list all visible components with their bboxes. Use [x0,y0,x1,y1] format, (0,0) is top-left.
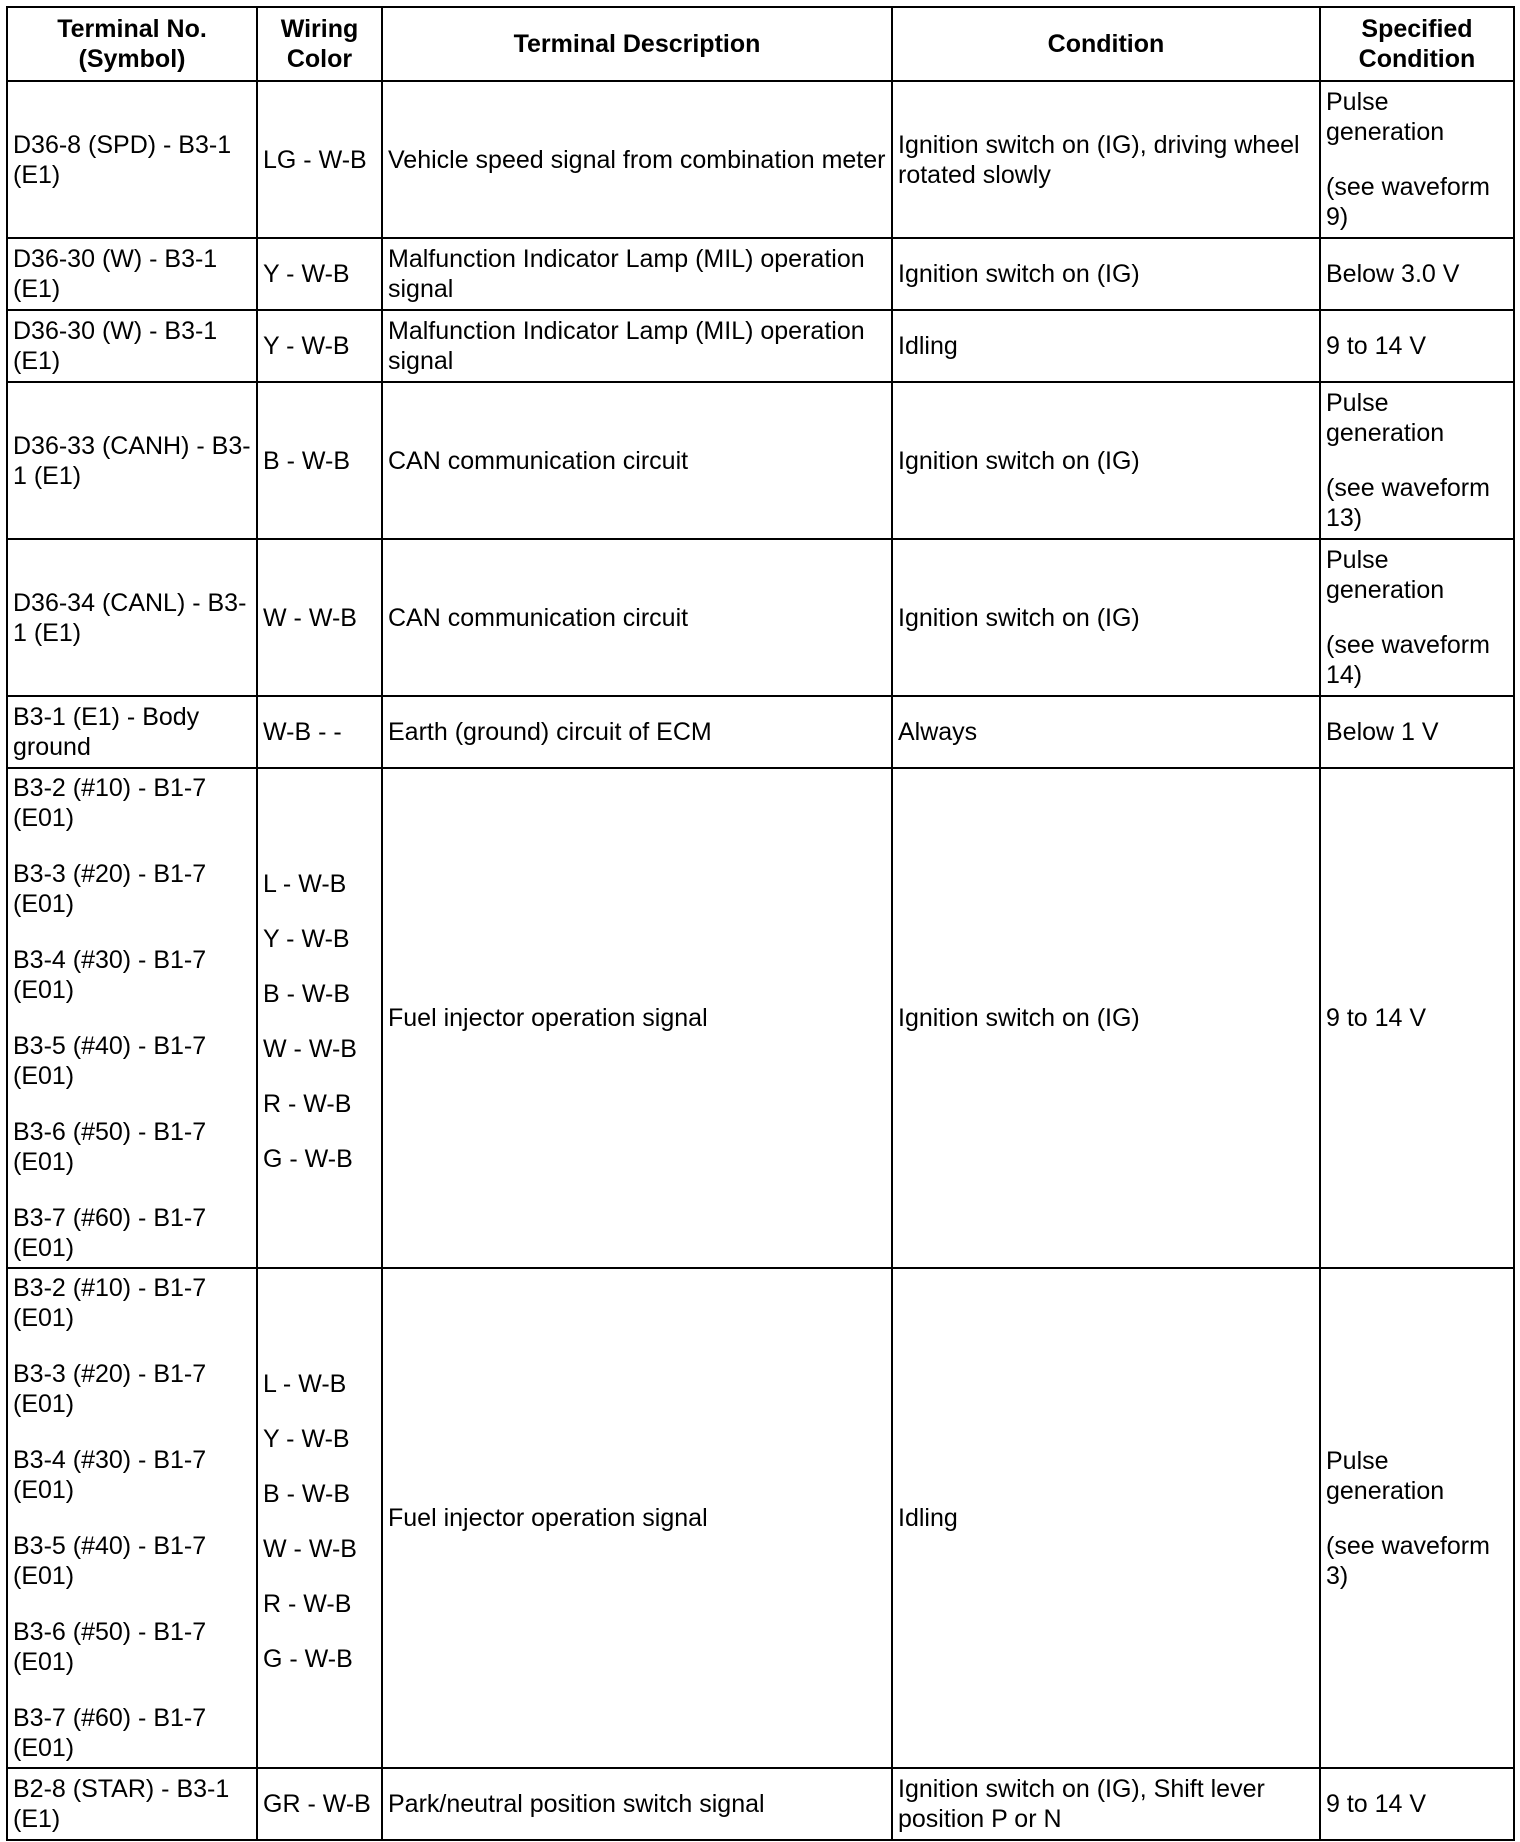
spec-cell: Below 1 V [1320,696,1514,768]
description-cell: Fuel injector operation signal [382,768,892,1268]
spec-cell [1320,382,1514,539]
condition-cell: Always [892,696,1320,768]
wiring-line: W - W-B [263,1534,357,1563]
terminal-cell: D36-8 (SPD) - B3-1 (E1) [7,81,257,238]
terminal-cell: B3-1 (E1) - Body ground [7,696,257,768]
header-wiring: Wiring Color [257,7,382,81]
terminal-line: B3-7 (#60) - B1-7 (E01) [13,1704,207,1762]
table-row [7,1768,1514,1840]
wiring-line: L - W-B [263,869,347,898]
wiring-cell: B - W-B [257,382,382,539]
terminal-line: B3-4 (#30) - B1-7 (E01) [13,946,207,1004]
spec-cell [1320,1268,1514,1768]
condition-cell: Ignition switch on (IG), Shift lever position P or N [892,1768,1320,1840]
table-row [7,310,1514,382]
wiring-cell [257,1268,382,1768]
terminal-line: B3-7 (#60) - B1-7 (E01) [13,1204,207,1262]
spec-cell: 9 to 14 V [1320,310,1514,382]
terminal-line: B3-2 (#10) - B1-7 (E01) [13,774,207,832]
wiring-cell: GR - W-B [257,1768,382,1840]
condition-cell: Idling [892,310,1320,382]
spec-line: (see waveform 13) [1326,474,1490,532]
terminal-cell: B2-8 (STAR) - B3-1 (E1) [7,1768,257,1840]
table-row [7,768,1514,1268]
description-cell: CAN communication circuit [382,539,892,696]
description-cell: CAN communication circuit [382,382,892,539]
terminal-line: B3-5 (#40) - B1-7 (E01) [13,1032,207,1090]
terminal-line: B3-4 (#30) - B1-7 (E01) [13,1446,207,1504]
description-cell: Malfunction Indicator Lamp (MIL) operation signal [382,310,892,382]
condition-cell: Ignition switch on (IG) [892,238,1320,310]
terminal-spec-table [6,6,1515,1841]
condition-cell: Ignition switch on (IG) [892,539,1320,696]
spec-cell [1320,81,1514,238]
spec-cell: 9 to 14 V [1320,1768,1514,1840]
spec-cell: Below 3.0 V [1320,238,1514,310]
description-cell: Vehicle speed signal from combination meter [382,81,892,238]
condition-cell: Ignition switch on (IG) [892,768,1320,1268]
spec-cell: 9 to 14 V [1320,768,1514,1268]
terminal-cell: D36-30 (W) - B3-1 (E1) [7,310,257,382]
table-row [7,382,1514,539]
spec-line: Pulse generation [1326,546,1445,604]
terminal-line: B3-2 (#10) - B1-7 (E01) [13,1274,207,1332]
spec-line: Pulse generation [1326,389,1445,447]
wiring-line: B - W-B [263,979,351,1008]
terminal-line: B3-3 (#20) - B1-7 (E01) [13,860,207,918]
header-description: Terminal Description [382,7,892,81]
wiring-line: Y - W-B [263,924,350,953]
table-row [7,1268,1514,1768]
wiring-line: W - W-B [263,1034,357,1063]
terminal-cell: D36-33 (CANH) - B3-1 (E1) [7,382,257,539]
table-row [7,81,1514,238]
wiring-line: Y - W-B [263,1424,350,1453]
spec-line: (see waveform 9) [1326,173,1490,231]
terminal-line: B3-5 (#40) - B1-7 (E01) [13,1532,207,1590]
wiring-cell: W - W-B [257,539,382,696]
wiring-line: G - W-B [263,1644,353,1673]
description-cell: Fuel injector operation signal [382,1268,892,1768]
description-cell: Malfunction Indicator Lamp (MIL) operation signal [382,238,892,310]
table-row [7,539,1514,696]
wiring-line: R - W-B [263,1089,352,1118]
wiring-cell: LG - W-B [257,81,382,238]
terminal-line: B3-3 (#20) - B1-7 (E01) [13,1360,207,1418]
spec-line: (see waveform 14) [1326,631,1490,689]
description-cell: Earth (ground) circuit of ECM [382,696,892,768]
wiring-line: L - W-B [263,1369,347,1398]
condition-cell: Ignition switch on (IG), driving wheel rotated slowly [892,81,1320,238]
terminal-cell [7,768,257,1268]
wiring-cell: Y - W-B [257,238,382,310]
description-cell: Park/neutral position switch signal [382,1768,892,1840]
spec-line: Pulse generation [1326,1446,1445,1505]
terminal-cell [7,1268,257,1768]
wiring-line: R - W-B [263,1589,352,1618]
condition-cell: Idling [892,1268,1320,1768]
terminal-cell: D36-30 (W) - B3-1 (E1) [7,238,257,310]
wiring-cell: W-B - - [257,696,382,768]
table-row [7,238,1514,310]
header-specified: Specified Condition [1320,7,1514,81]
spec-line: (see waveform 3) [1326,1531,1490,1590]
terminal-line: B3-6 (#50) - B1-7 (E01) [13,1118,207,1176]
spec-cell [1320,539,1514,696]
table-row [7,696,1514,768]
wiring-cell: Y - W-B [257,310,382,382]
spec-line: Pulse generation [1326,88,1445,146]
wiring-cell [257,768,382,1268]
header-condition: Condition [892,7,1320,81]
header-row [7,7,1514,81]
header-terminal: Terminal No. (Symbol) [7,7,257,81]
wiring-line: B - W-B [263,1479,351,1508]
wiring-line: G - W-B [263,1144,353,1173]
condition-cell: Ignition switch on (IG) [892,382,1320,539]
terminal-cell: D36-34 (CANL) - B3-1 (E1) [7,539,257,696]
terminal-line: B3-6 (#50) - B1-7 (E01) [13,1618,207,1676]
